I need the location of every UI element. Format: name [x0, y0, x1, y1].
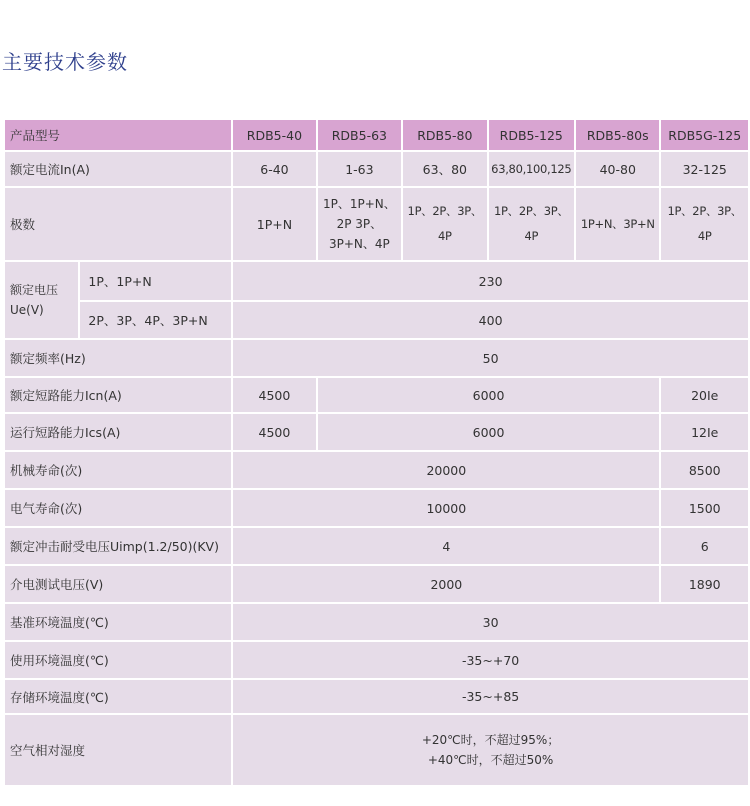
row-label: 电气寿命(次) [5, 490, 231, 526]
model-header: RDB5-125 [489, 120, 574, 150]
table-cell: 1P、2P、3P、4P [489, 188, 574, 260]
product-model-label: 产品型号 [5, 120, 231, 150]
table-cell: 4500 [233, 378, 315, 412]
table-cell: 12Ie [661, 414, 748, 450]
row-label: 运行短路能力Ics(A) [5, 414, 231, 450]
humidity-line: +20℃时，不超过95%； [421, 733, 560, 747]
humidity-line: +40℃时，不超过50% [427, 753, 554, 767]
table-cell: 1890 [661, 566, 748, 602]
table-cell: 2000 [233, 566, 659, 602]
row-label: 使用环境温度(℃) [5, 642, 231, 678]
spec-table [3, 118, 750, 787]
row-label: 机械寿命(次) [5, 452, 231, 488]
table-cell: 20000 [233, 452, 659, 488]
table-cell: 1P+N [233, 188, 315, 260]
table-cell: 230 [233, 262, 748, 300]
model-header: RDB5-63 [318, 120, 401, 150]
page-title: 主要技术参数 [2, 50, 128, 74]
model-header: RDB5-80s [576, 120, 659, 150]
table-cell: 6 [661, 528, 748, 564]
table-cell: 1P、2P、3P、4P [403, 188, 486, 260]
table-cell: 8500 [661, 452, 748, 488]
table-cell: 1500 [661, 490, 748, 526]
model-header: RDB5G-125 [661, 120, 748, 150]
table-cell: 1P、2P、3P、4P [661, 188, 748, 260]
sub-label: 1P、1P+N [80, 262, 231, 300]
storage-temp-row [5, 680, 748, 713]
table-cell: 63,80,100,125 [489, 152, 574, 186]
table-cell: 63、80 [403, 152, 486, 186]
table-cell: -35~+85 [233, 680, 748, 713]
poles-row [5, 188, 748, 260]
table-cell: 6000 [318, 414, 660, 450]
rated-voltage-row [5, 302, 748, 338]
humidity-row [5, 715, 748, 785]
row-label: 极数 [5, 188, 231, 260]
table-cell: 4 [233, 528, 659, 564]
rated-frequency-row [5, 340, 748, 376]
table-cell: 1P、1P+N、2P 3P、3P+N、4P [318, 188, 401, 260]
dielectric-row [5, 566, 748, 602]
row-label: 介电测试电压(V) [5, 566, 231, 602]
table-cell: 400 [233, 302, 748, 338]
mech-life-row [5, 452, 748, 488]
table-cell: 20Ie [661, 378, 748, 412]
rated-current-row [5, 152, 748, 186]
table-cell [233, 715, 748, 785]
table-cell: -35~+70 [233, 642, 748, 678]
row-label: 额定短路能力Icn(A) [5, 378, 231, 412]
icn-row [5, 378, 748, 412]
table-cell: 30 [233, 604, 748, 640]
table-cell: 6-40 [233, 152, 315, 186]
table-cell: 40-80 [576, 152, 659, 186]
table-cell: 1-63 [318, 152, 401, 186]
model-header: RDB5-80 [403, 120, 486, 150]
row-label: 额定电压 Ue(V) [5, 262, 78, 338]
row-label: 空气相对湿度 [5, 715, 231, 785]
ref-temp-row [5, 604, 748, 640]
elec-life-row [5, 490, 748, 526]
ics-row [5, 414, 748, 450]
header-row [5, 120, 748, 150]
table-cell: 10000 [233, 490, 659, 526]
row-label: 额定频率(Hz) [5, 340, 231, 376]
use-temp-row [5, 642, 748, 678]
table-cell: 6000 [318, 378, 660, 412]
uimp-row [5, 528, 748, 564]
table-cell: 50 [233, 340, 748, 376]
sub-label: 2P、3P、4P、3P+N [80, 302, 231, 338]
table-cell: 32-125 [661, 152, 748, 186]
row-label: 额定电流In(A) [5, 152, 231, 186]
row-label: 额定冲击耐受电压Uimp(1.2/50)(KV) [5, 528, 231, 564]
table-cell: 1P+N、3P+N [576, 188, 659, 260]
row-label: 存储环境温度(℃) [5, 680, 231, 713]
table-cell: 4500 [233, 414, 315, 450]
rated-voltage-row [5, 262, 748, 300]
row-label: 基准环境温度(℃) [5, 604, 231, 640]
model-header: RDB5-40 [233, 120, 315, 150]
